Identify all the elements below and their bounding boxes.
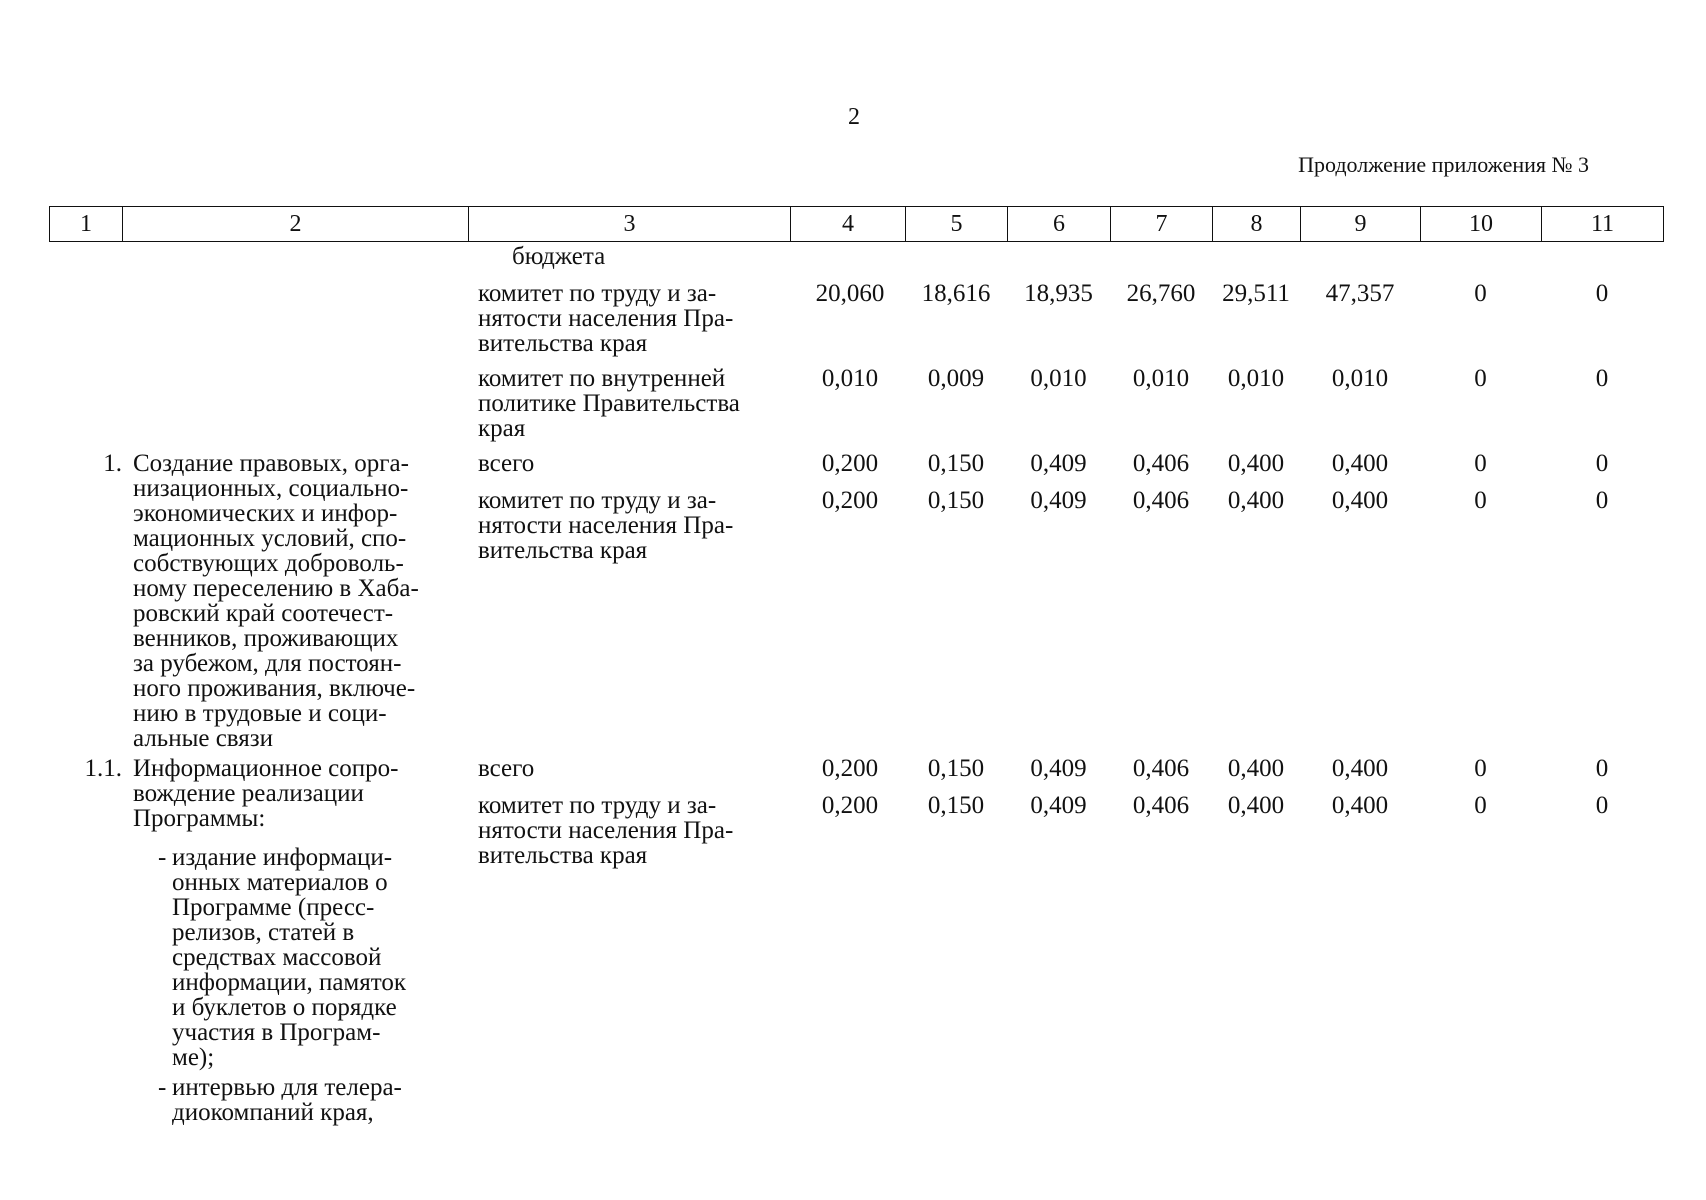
row-0-value-8: 29,511 bbox=[1222, 280, 1290, 307]
row-5-value-4: 0,200 bbox=[821, 792, 879, 819]
row-2-value-8: 0,400 bbox=[1227, 450, 1285, 477]
row-4-value-11: 0 bbox=[1595, 755, 1609, 782]
row-3-value-5: 0,150 bbox=[927, 487, 985, 514]
sub-item bbox=[158, 844, 472, 1071]
row-1-value-5: 0,009 bbox=[927, 365, 985, 392]
row-2-value-10: 0 bbox=[1474, 450, 1487, 477]
page-number: 2 bbox=[848, 104, 860, 130]
row-5-value-11: 0 bbox=[1595, 792, 1609, 819]
row-4-executor: всего bbox=[478, 755, 535, 782]
header-col-1: 1 bbox=[50, 207, 123, 242]
row-4-value-6: 0,409 bbox=[1030, 755, 1087, 782]
row-3-value-9: 0,400 bbox=[1331, 487, 1389, 514]
row-4-value-5: 0,150 bbox=[927, 755, 985, 782]
row-0-value-10: 0 bbox=[1474, 280, 1487, 307]
header-col-10: 10 bbox=[1421, 207, 1542, 242]
row-1-executor: комитет по внутренней политике Правительства края bbox=[478, 365, 740, 442]
sub-item-text: издание информаци- онных материалов о Программе (пресс- релизов, статей в средствах массовой информации, памяток и буклетов о порядке участия в Програм- ме); bbox=[172, 844, 406, 1071]
row-4-name: Информационное сопро- вождение реализации Программы: bbox=[133, 755, 399, 832]
header-col-5: 5 bbox=[906, 207, 1008, 242]
row-5-value-6: 0,409 bbox=[1030, 792, 1087, 819]
row-3-value-6: 0,409 bbox=[1030, 487, 1087, 514]
header-col-8: 8 bbox=[1213, 207, 1301, 242]
row-3-value-11: 0 bbox=[1595, 487, 1609, 514]
row-4-value-8: 0,400 bbox=[1227, 755, 1285, 782]
row-5-value-7: 0,406 bbox=[1132, 792, 1190, 819]
row-0-value-9: 47,357 bbox=[1325, 280, 1395, 307]
sub-item-bullet: - bbox=[158, 1074, 167, 1101]
row-2-value-11: 0 bbox=[1595, 450, 1609, 477]
row-2-value-6: 0,409 bbox=[1030, 450, 1087, 477]
continuation-label: Продолжение приложения № 3 bbox=[1298, 152, 1589, 177]
row-5-value-9: 0,400 bbox=[1331, 792, 1389, 819]
sub-item bbox=[158, 1074, 472, 1126]
sub-item-bullet: - bbox=[158, 844, 167, 871]
column-number-header bbox=[49, 206, 1664, 242]
header-col-11: 11 bbox=[1542, 207, 1664, 242]
row-2-value-4: 0,200 bbox=[821, 450, 879, 477]
row-5-executor: комитет по труду и за- нятости населения Пра- вительства края bbox=[478, 792, 734, 869]
row-3-value-8: 0,400 bbox=[1227, 487, 1285, 514]
row-2-executor: всего bbox=[478, 450, 535, 477]
row-1-value-11: 0 bbox=[1595, 365, 1609, 392]
row-3-value-4: 0,200 bbox=[821, 487, 879, 514]
row-2-value-7: 0,406 bbox=[1132, 450, 1190, 477]
carryover-text: бюджета bbox=[512, 243, 606, 270]
row-4-number: 1.1. bbox=[84, 755, 122, 782]
row-1-value-4: 0,010 bbox=[821, 365, 879, 392]
row-4-value-7: 0,406 bbox=[1132, 755, 1190, 782]
row-0-value-11: 0 bbox=[1595, 280, 1609, 307]
row-0-value-5: 18,616 bbox=[921, 280, 991, 307]
row-3-value-10: 0 bbox=[1474, 487, 1487, 514]
row-0-value-4: 20,060 bbox=[815, 280, 885, 307]
header-col-6: 6 bbox=[1008, 207, 1111, 242]
row-2-value-5: 0,150 bbox=[927, 450, 985, 477]
header-col-3: 3 bbox=[469, 207, 791, 242]
row-1-value-7: 0,010 bbox=[1132, 365, 1190, 392]
row-3-executor: комитет по труду и за- нятости населения Пра- вительства края bbox=[478, 487, 734, 564]
row-4-value-9: 0,400 bbox=[1331, 755, 1389, 782]
row-2-value-9: 0,400 bbox=[1331, 450, 1389, 477]
row-2-number: 1. bbox=[103, 450, 122, 477]
row-5-value-5: 0,150 bbox=[927, 792, 985, 819]
row-4-value-10: 0 bbox=[1474, 755, 1487, 782]
row-5-value-8: 0,400 bbox=[1227, 792, 1285, 819]
header-col-7: 7 bbox=[1111, 207, 1213, 242]
row-1-value-6: 0,010 bbox=[1030, 365, 1087, 392]
row-1-value-8: 0,010 bbox=[1227, 365, 1285, 392]
header-col-9: 9 bbox=[1301, 207, 1421, 242]
row-3-value-7: 0,406 bbox=[1132, 487, 1190, 514]
row-1-value-10: 0 bbox=[1474, 365, 1487, 392]
row-0-executor: комитет по труду и за- нятости населения Пра- вительства края bbox=[478, 280, 734, 357]
row-2-name: Создание правовых, орга- низационных, социально- экономических и инфор- мационных условий, спо- собствующих доброволь- ному переселению в Хаба- ровский край соотечест- венников, проживающих за рубежом, для постоян- ного проживания, включе- нию в трудовые и соци- альные связи bbox=[133, 450, 419, 752]
header-col-4: 4 bbox=[791, 207, 906, 242]
header-col-2: 2 bbox=[123, 207, 469, 242]
row-0-value-7: 26,760 bbox=[1126, 280, 1196, 307]
row-4-value-4: 0,200 bbox=[821, 755, 879, 782]
row-0-value-6: 18,935 bbox=[1024, 280, 1093, 307]
row-5-value-10: 0 bbox=[1474, 792, 1487, 819]
row-1-value-9: 0,010 bbox=[1331, 365, 1389, 392]
sub-item-text: интервью для телера- диокомпаний края, bbox=[172, 1074, 402, 1126]
